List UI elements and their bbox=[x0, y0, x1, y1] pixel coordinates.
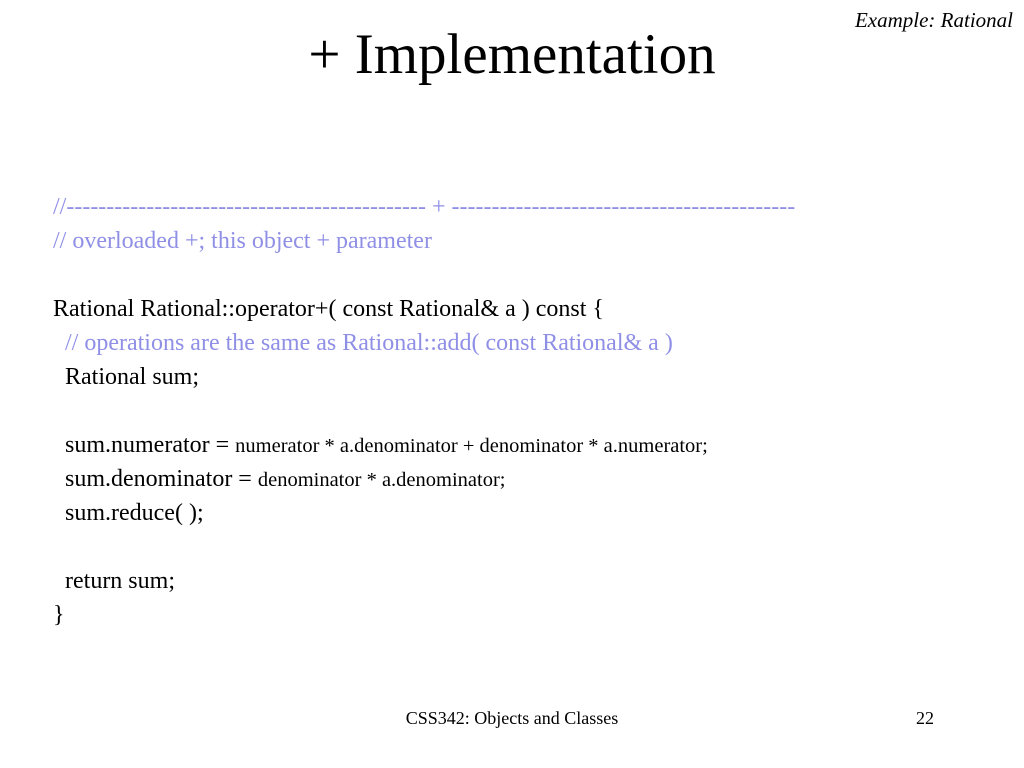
footer-page-number: 22 bbox=[916, 708, 934, 728]
code-line-denominator-assignment bbox=[53, 462, 1003, 496]
code-line-reduce-call: sum.reduce( ); bbox=[53, 500, 204, 526]
code-block bbox=[53, 190, 1003, 632]
slide-title: + Implementation bbox=[308, 23, 716, 86]
code-line-function-signature: Rational Rational::operator+( const Rational& a ) const { bbox=[53, 296, 604, 322]
denominator-assignment-lhs: sum.denominator = bbox=[53, 466, 258, 492]
code-line-numerator-assignment bbox=[53, 428, 1003, 462]
code-line-operations-comment: // operations are the same as Rational::add( const Rational& a ) bbox=[53, 330, 673, 356]
footer-course-title: CSS342: Objects and Classes bbox=[405, 708, 619, 728]
code-line-blank bbox=[53, 394, 1003, 428]
code-line-blank bbox=[53, 258, 1003, 292]
code-line-separator-comment: //--------------------------------------------- + ------------------------------------------- bbox=[53, 194, 796, 220]
code-line-return: return sum; bbox=[53, 568, 175, 594]
numerator-assignment-rhs: numerator * a.denominator + denominator * a.numerator; bbox=[235, 435, 708, 457]
denominator-assignment-rhs: denominator * a.denominator; bbox=[257, 469, 506, 491]
code-line-closing-brace: } bbox=[53, 602, 65, 628]
code-line-blank bbox=[53, 530, 1003, 564]
numerator-assignment-lhs: sum.numerator = bbox=[53, 432, 236, 458]
code-line-sum-declaration: Rational sum; bbox=[53, 364, 199, 390]
corner-label: Example: Rational bbox=[854, 8, 1013, 32]
code-line-overload-comment: // overloaded +; this object + parameter bbox=[53, 228, 432, 254]
